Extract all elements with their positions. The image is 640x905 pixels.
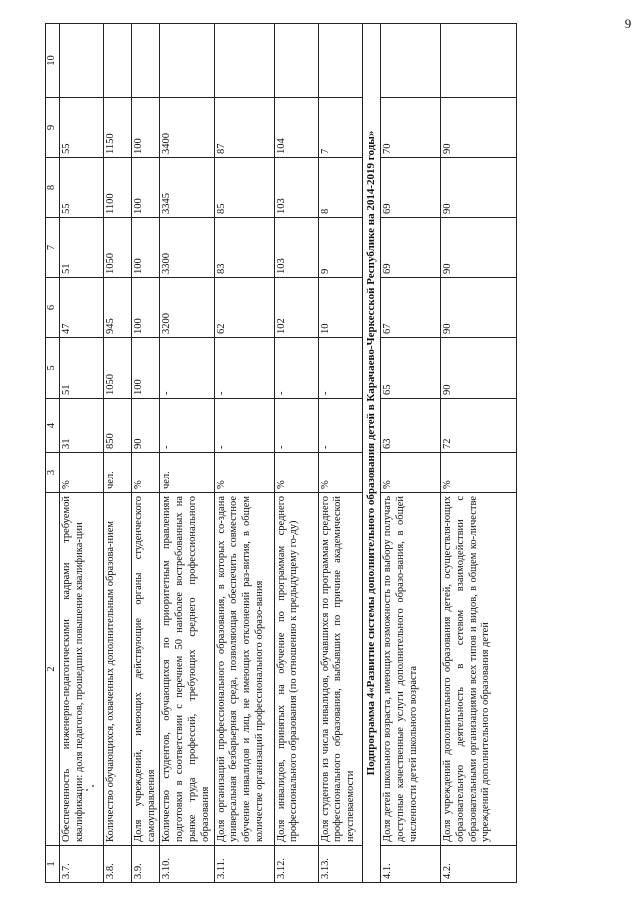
value-cell: - xyxy=(214,338,274,399)
value-cell: 100 xyxy=(131,338,160,399)
indicator-name-cell: Количество обучающихся, охваченных дополнительным образова-нием xyxy=(103,493,131,846)
value-cell: 72 xyxy=(440,399,516,453)
unit-cell: % xyxy=(274,453,318,493)
unit-cell: чел. xyxy=(103,453,131,493)
column-number-cell: 4 xyxy=(46,399,60,453)
table-row xyxy=(59,24,103,883)
value-cell: 9 xyxy=(318,218,362,278)
value-cell: - xyxy=(274,338,318,399)
value-cell: 47 xyxy=(59,278,103,338)
indicator-name-cell: Доля детей школьного возраста, имеющих возможность по выбору получать доступные качественные услуги дополнительного образо-вания, в общей численности детей школьного возраста xyxy=(380,493,440,846)
value-cell: 69 xyxy=(380,218,440,278)
value-cell: 8 xyxy=(318,158,362,218)
column-number-cell: 5 xyxy=(46,338,60,399)
column-number-cell: 3 xyxy=(46,453,60,493)
table-row xyxy=(160,24,214,883)
table-row xyxy=(318,24,362,883)
value-cell: 3345 xyxy=(160,158,214,218)
value-cell: 51 xyxy=(59,338,103,399)
indicator-name-cell: Доля студентов из числа инвалидов, обучавшихся по программам среднего профессионального образования, выбывших по причине академической неуспеваемости xyxy=(318,493,362,846)
value-cell xyxy=(214,24,274,98)
row-number-cell: 3.7. xyxy=(59,846,103,883)
table-row xyxy=(103,24,131,883)
value-cell: 83 xyxy=(214,218,274,278)
value-cell: 103 xyxy=(274,218,318,278)
value-cell: 100 xyxy=(131,218,160,278)
value-cell xyxy=(380,24,440,98)
value-cell xyxy=(440,24,516,98)
column-number-cell: 8 xyxy=(46,158,60,218)
unit-cell: % xyxy=(59,453,103,493)
value-cell: 51 xyxy=(59,218,103,278)
value-cell xyxy=(103,24,131,98)
value-cell: 62 xyxy=(214,278,274,338)
value-cell: 70 xyxy=(380,98,440,158)
column-number-cell: 6 xyxy=(46,278,60,338)
row-number-cell: 4.2. xyxy=(440,846,516,883)
value-cell: 1050 xyxy=(103,338,131,399)
indicator-name-cell: Обеспеченность инженерно-педагогическими кадрами требуемой квалификации: доля педагогов, прошедших повышение квалифика-ции xyxy=(59,493,103,846)
row-number-cell: 3.9. xyxy=(131,846,160,883)
table-row xyxy=(380,24,440,883)
indicator-name-cell: Количество студентов, обучающихся по приоритетным правлениям подготовки в соответствии с перечнем 50 наиболее востребованных на рынке труда профессий, требующих среднего профессионального образования xyxy=(160,493,214,846)
value-cell: 90 xyxy=(131,399,160,453)
row-number-cell: 3.11. xyxy=(214,846,274,883)
row-number-cell: 3.8. xyxy=(103,846,131,883)
page-number: 9 xyxy=(624,15,632,31)
value-cell: - xyxy=(160,338,214,399)
table-row xyxy=(274,24,318,883)
table-row xyxy=(214,24,274,883)
value-cell xyxy=(160,24,214,98)
value-cell: 945 xyxy=(103,278,131,338)
unit-cell: % xyxy=(214,453,274,493)
value-cell: 100 xyxy=(131,278,160,338)
value-cell: 65 xyxy=(380,338,440,399)
value-cell: 69 xyxy=(380,158,440,218)
row-number-cell: 3.12. xyxy=(274,846,318,883)
value-cell: - xyxy=(318,338,362,399)
value-cell: 1150 xyxy=(103,98,131,158)
value-cell: 67 xyxy=(380,278,440,338)
value-cell: 100 xyxy=(131,98,160,158)
value-cell: 100 xyxy=(131,158,160,218)
value-cell: 90 xyxy=(440,98,516,158)
row-number-cell: 4.1. xyxy=(380,846,440,883)
value-cell xyxy=(274,24,318,98)
value-cell: 103 xyxy=(274,158,318,218)
value-cell: 10 xyxy=(318,278,362,338)
column-number-row xyxy=(46,24,60,883)
value-cell: 3200 xyxy=(160,278,214,338)
value-cell: 55 xyxy=(59,98,103,158)
subprogram-title: Подпрограмма 4«Развитие системы дополнительного образования детей в Карачаево-Черкесской Республике на 2014-2019 годы» xyxy=(362,24,380,883)
indicator-name-cell: Доля организаций профессионального образования, в которых со-здана универсальная безбарьерная среда, позволяющая обеспечить совместное обучение инвалидов и лиц, не имеющих отклонений раз-вития, в общем количестве организаций профессионального образо-вания xyxy=(214,493,274,846)
value-cell: - xyxy=(160,399,214,453)
column-number-cell: 1 xyxy=(46,846,60,883)
value-cell: 3300 xyxy=(160,218,214,278)
unit-cell: % xyxy=(440,453,516,493)
value-cell: 87 xyxy=(214,98,274,158)
value-cell: - xyxy=(214,399,274,453)
value-cell xyxy=(131,24,160,98)
table-row xyxy=(440,24,516,883)
value-cell xyxy=(318,24,362,98)
value-cell: 90 xyxy=(440,218,516,278)
value-cell: - xyxy=(274,399,318,453)
value-cell: 85 xyxy=(214,158,274,218)
column-number-cell: 7 xyxy=(46,218,60,278)
subprogram-heading-row xyxy=(362,24,380,883)
value-cell: 1100 xyxy=(103,158,131,218)
indicator-name-cell: Доля инвалидов, принятых на обучение по программам среднего профессионального образования (по отношению к предыдущему го-ду) xyxy=(274,493,318,846)
value-cell: 102 xyxy=(274,278,318,338)
indicator-name-cell: Доля учреждений, имеющих действующие органы студенческого самоуправления xyxy=(131,493,160,846)
value-cell: - xyxy=(318,399,362,453)
unit-cell: % xyxy=(318,453,362,493)
value-cell: 3400 xyxy=(160,98,214,158)
value-cell: 7 xyxy=(318,98,362,158)
table-row xyxy=(131,24,160,883)
column-number-cell: 10 xyxy=(46,24,60,98)
value-cell: 31 xyxy=(59,399,103,453)
value-cell: 90 xyxy=(440,278,516,338)
unit-cell: % xyxy=(131,453,160,493)
value-cell: 63 xyxy=(380,399,440,453)
row-number-cell: 3.10. xyxy=(160,846,214,883)
column-number-cell: 9 xyxy=(46,98,60,158)
value-cell xyxy=(59,24,103,98)
indicators-table xyxy=(45,23,517,883)
value-cell: 850 xyxy=(103,399,131,453)
indicator-name-cell: Доля учреждений дополнительного образования детей, осуществля-ющих образовательную деятельность в сетевом взаимодействии с образовательными организациями всех типов и видов, в общем ко-личестве учреждений дополнительного образования детей xyxy=(440,493,516,846)
value-cell: 90 xyxy=(440,338,516,399)
value-cell: 90 xyxy=(440,158,516,218)
value-cell: 104 xyxy=(274,98,318,158)
unit-cell: чел. xyxy=(160,453,214,493)
column-number-cell: 2 xyxy=(46,493,60,846)
unit-cell: % xyxy=(380,453,440,493)
value-cell: 1050 xyxy=(103,218,131,278)
value-cell: 55 xyxy=(59,158,103,218)
row-number-cell: 3.13. xyxy=(318,846,362,883)
